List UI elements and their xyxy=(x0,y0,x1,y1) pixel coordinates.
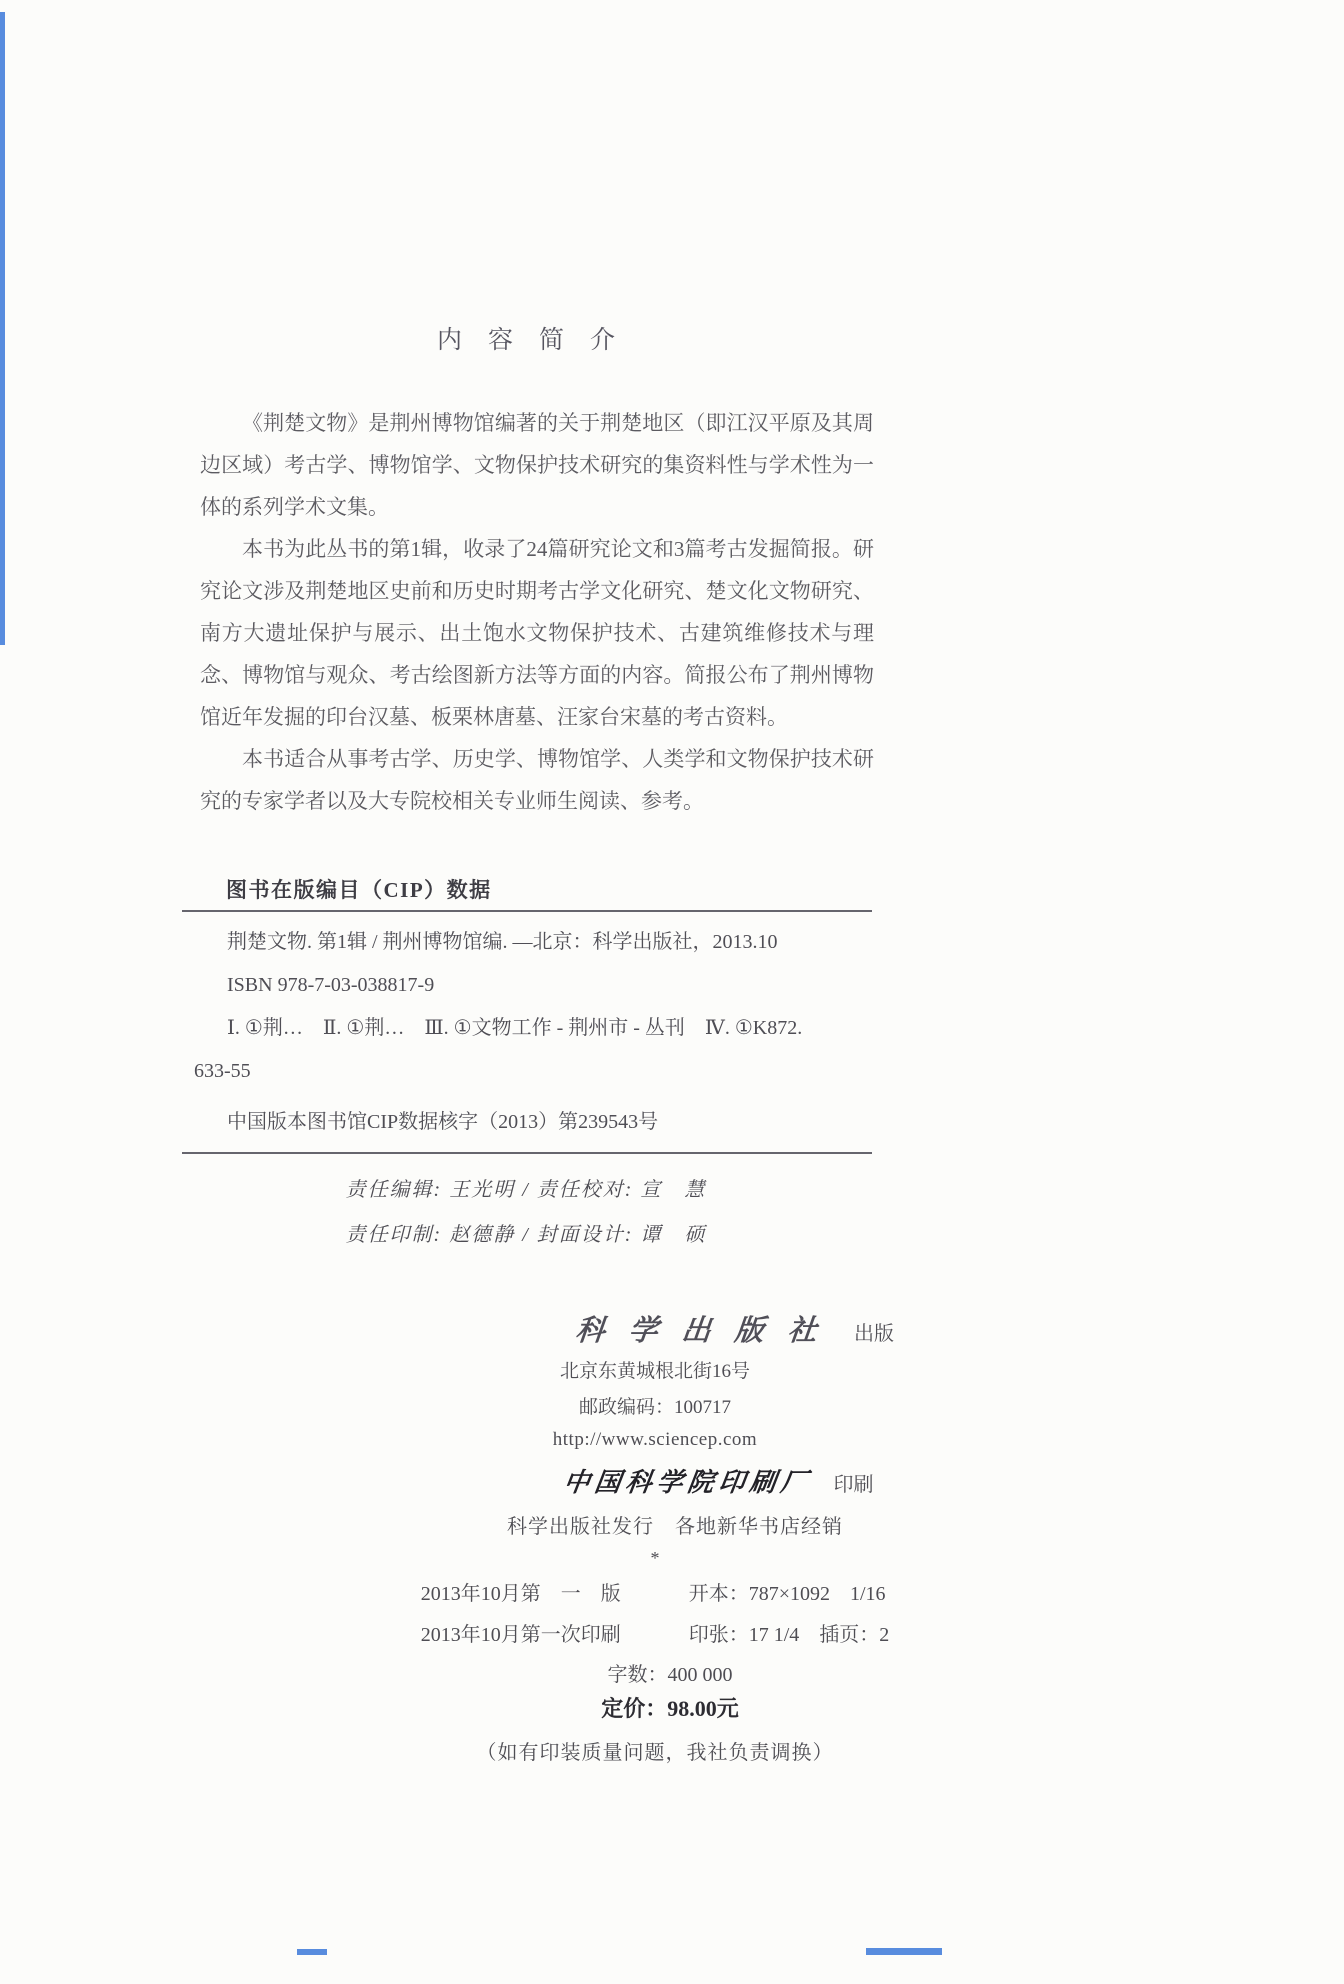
format-line: 开本：787×1092 1/16 xyxy=(688,1583,886,1605)
cip-header: 图书在版编目（CIP）数据 xyxy=(226,878,492,902)
scan-artifact-left-line xyxy=(0,12,5,645)
word-count-line: 字数：400 000 xyxy=(607,1664,733,1686)
staff-credits xyxy=(180,1168,872,1258)
intro-section xyxy=(200,402,874,822)
cip-divider-top xyxy=(182,910,872,912)
printer-line xyxy=(180,1462,1130,1499)
cip-classification: Ⅰ. ①荆… Ⅱ. ①荆… Ⅲ. ①文物工作 - 荆州市 - 丛刊 Ⅳ. ①K872. xyxy=(227,1017,803,1039)
exchange-note: （如有印装质量问题，我社负责调换） xyxy=(476,1742,834,1764)
section-separator-star: * xyxy=(650,1548,660,1568)
colophon-block xyxy=(180,1574,1130,1656)
publisher-logotype: 科学出版社 xyxy=(574,1315,843,1347)
intro-line: 《荆楚文物》是荆州博物馆编著的关于荆楚地区（即江汉平原及其周 xyxy=(242,411,874,435)
intro-line: 究论文涉及荆楚地区史前和历史时期考古学文化研究、楚文化文物研究、 xyxy=(200,579,874,603)
scan-artifact-bottom-dash-1 xyxy=(297,1949,327,1955)
cip-divider-bottom xyxy=(182,1152,872,1154)
intro-line: 馆近年发掘的印台汉墓、板栗林唐墓、汪家台宋墓的考古资料。 xyxy=(200,705,788,729)
page-title: 内容简介 xyxy=(436,327,641,354)
intro-line: 本书为此丛书的第1辑，收录了24篇研究论文和3篇考古发掘简报。研 xyxy=(242,537,874,561)
cip-record: 荆楚文物. 第1辑 / 荆州博物馆编. —北京：科学出版社，2013.10 xyxy=(227,931,778,953)
price-label: 定价： xyxy=(601,1696,668,1721)
printer-logotype: 中国科学院印刷厂 xyxy=(562,1468,815,1497)
print-label: 印刷 xyxy=(833,1474,874,1496)
staff-credits-line: 责任印制: 赵德静 / 封面设计: 谭 硕 xyxy=(345,1224,707,1246)
cip-isbn: ISBN 978-7-03-038817-9 xyxy=(227,974,435,996)
intro-line: 体的系列学术文集。 xyxy=(200,495,389,519)
intro-line: 边区域）考古学、博物馆学、文物保护技术研究的集资料性与学术性为一 xyxy=(200,453,874,477)
distribution-line: 科学出版社发行 各地新华书店经销 xyxy=(507,1516,843,1538)
impression-line: 2013年10月第一次印刷 xyxy=(420,1624,621,1646)
publisher-website: http://www.sciencep.com xyxy=(552,1429,758,1450)
staff-credits-line: 责任编辑: 王光明 / 责任校对: 宣 慧 xyxy=(345,1179,707,1201)
edition-line: 2013年10月第 一 版 xyxy=(420,1583,621,1605)
cip-classification-continuation: 633-55 xyxy=(194,1060,251,1082)
publisher-imprint xyxy=(180,1308,1130,1349)
publish-label: 出版 xyxy=(854,1323,894,1345)
intro-line: 念、博物馆与观众、考古绘图新方法等方面的内容。简报公布了荆州博物 xyxy=(200,663,874,687)
price-line xyxy=(180,1692,1130,1723)
cip-block xyxy=(194,921,887,1144)
cip-registry-number: 中国版本图书馆CIP数据核字（2013）第239543号 xyxy=(227,1111,659,1133)
intro-line: 本书适合从事考古学、历史学、博物馆学、人类学和文物保护技术研 xyxy=(242,747,874,771)
publisher-postcode: 邮政编码：100717 xyxy=(578,1397,731,1418)
sheets-line: 印张：17 1/4 插页：2 xyxy=(688,1624,890,1646)
price-value: 98.00元 xyxy=(667,1696,739,1721)
intro-line: 南方大遗址保护与展示、出土饱水文物保护技术、古建筑维修技术与理 xyxy=(200,621,874,645)
intro-line: 究的专家学者以及大专院校相关专业师生阅读、参考。 xyxy=(200,789,704,813)
publisher-address: 北京东黄城根北街16号 xyxy=(559,1361,750,1382)
scan-artifact-bottom-dash-2 xyxy=(866,1948,942,1955)
